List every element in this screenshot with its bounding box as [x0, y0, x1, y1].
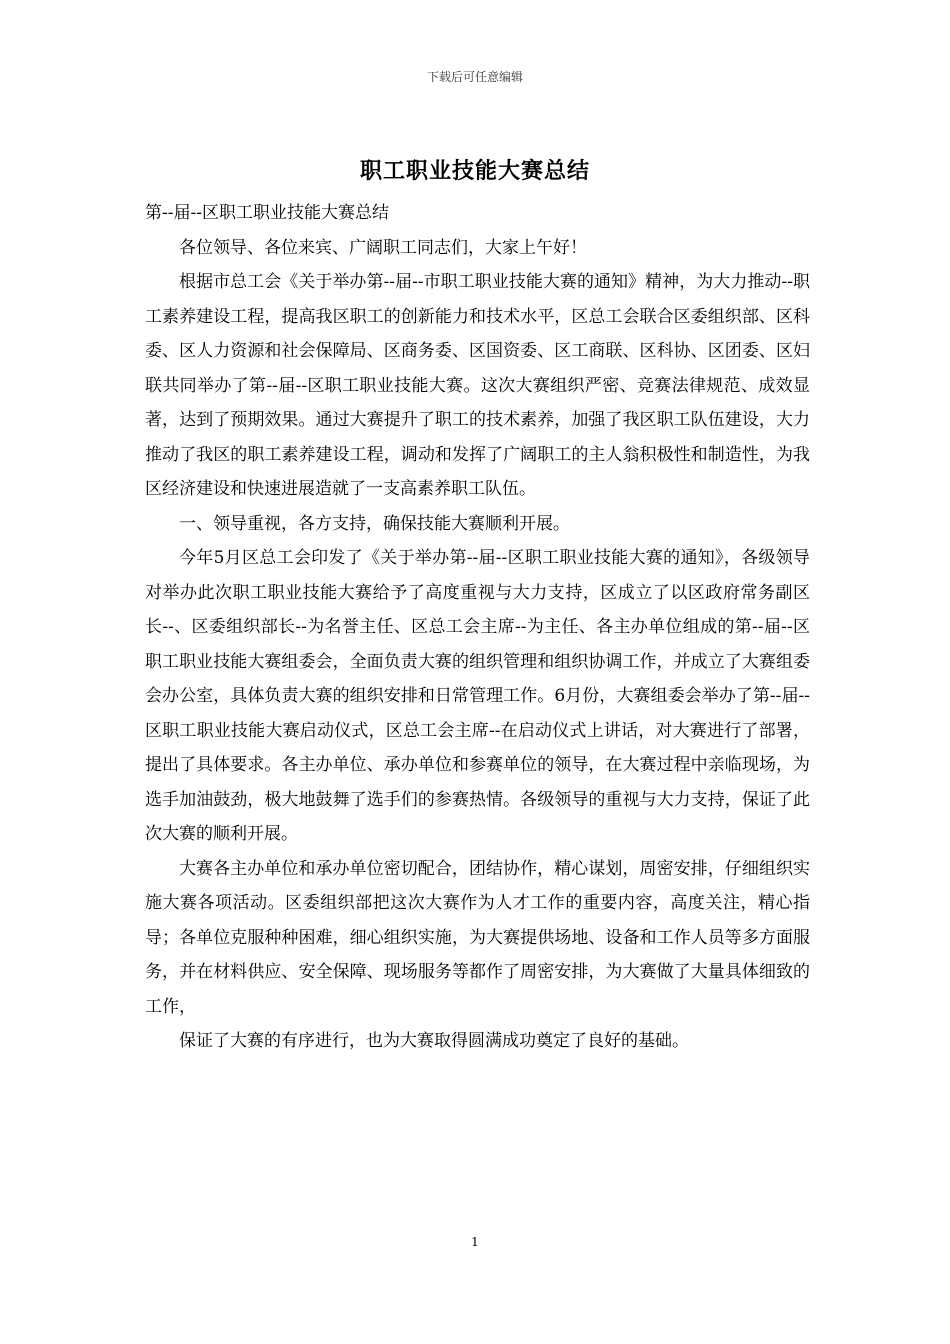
intro-paragraph: 根据市总工会《关于举办第--届--市职工职业技能大赛的通知》精神，为大力推动--职工素养建设工程，提高我区职工的创新能力和技术水平，区总工会联合区委组织部、区科委、区人力资源和社会保障局、区商务委、区国资委、区工商联、区科协、区团委、区妇联共同举办了第--届--区职工职业技能大赛。这次大赛组织严密、竞赛法律规范、成效显著，达到了预期效果。通过大赛提升了职工的技术素养，加强了我区职工队伍建设，大力推动了我区的职工素养建设工程，调动和发挥了广阔职工的主人翁积极性和制造性，为我区经济建设和快速进展造就了一支高素养职工队伍。	[145, 272, 810, 499]
body-paragraph: 大赛各主办单位和承办单位密切配合，团结协作，精心谋划，周密安排，仔细组织实施大赛各项活动。区委组织部把这次大赛作为人才工作的重要内容，高度关注，精心指导；各单位克服种种困难，细心组织实施，为大赛提供场地、设备和工作人员等多方面服务，并在材料供应、安全保障、现场服务等都作了周密安排，为大赛做了大量具体细致的工作，	[145, 858, 810, 1017]
header-note: 下载后可任意编辑	[426, 70, 523, 84]
greeting-paragraph: 各位领导、各位来宾、广阔职工同志们，大家上午好！	[179, 237, 587, 258]
document-subtitle: 第--届--区职工职业技能大赛总结	[145, 203, 389, 223]
page-number: 1	[471, 1235, 479, 1249]
body-paragraph: 今年5月区总工会印发了《关于举办第--届--区职工职业技能大赛的通知》，各级领导对举办此次职工职业技能大赛给予了高度重视与大力支持，区成立了以区政府常务副区长--、区委组织部长--为名誉主任、区总工会主席--为主任、各主办单位组成的第--届--区职工职业技能大赛组委会，全面负责大赛的组织管理和组织协调工作，并成立了大赛组委会办公室，具体负责大赛的组织安排和日常管理工作。6月份，大赛组委会举办了第--届--区职工职业技能大赛启动仪式，区总工会主席--在启动仪式上讲话，对大赛进行了部署，提出了具体要求。各主办单位、承办单位和参赛单位的领导，在大赛过程中亲临现场，为选手加油鼓劲，极大地鼓舞了选手们的参赛热情。各级领导的重视与大力支持，保证了此次大赛的顺利开展。	[145, 548, 810, 844]
document-body	[145, 196, 810, 1059]
document-title: 职工职业技能大赛总结	[359, 158, 590, 184]
body-paragraph: 保证了大赛的有序进行，也为大赛取得圆满成功奠定了良好的基础。	[179, 1031, 689, 1051]
section-heading: 一、领导重视，各方支持，确保技能大赛顺利开展。	[179, 513, 570, 534]
